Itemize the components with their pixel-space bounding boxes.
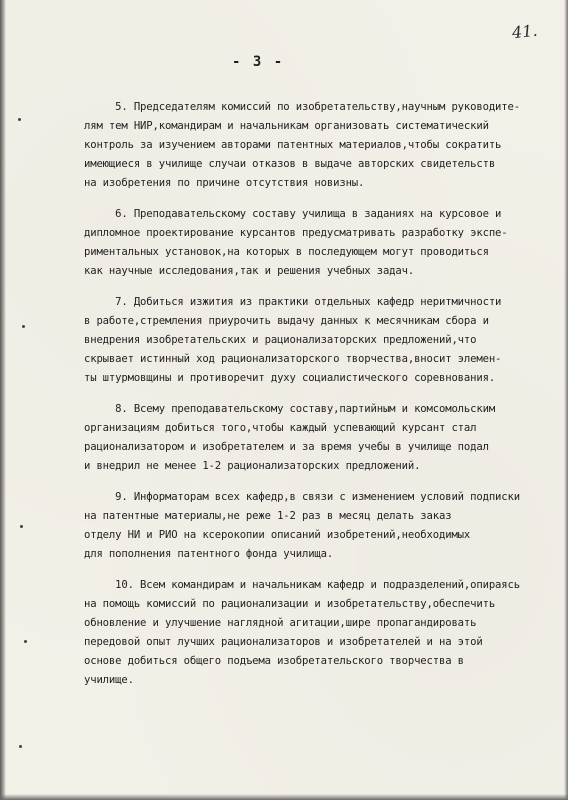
- text-line: 8. Всему преподавательскому составу,партийным и комсомольским: [84, 403, 496, 415]
- text-line: на помощь комиссий по рационализации и изобретательству,обеспечить: [84, 598, 496, 610]
- paragraph-8: [84, 400, 554, 476]
- scan-speck: [22, 325, 25, 328]
- scan-bottom-edge: [0, 794, 568, 800]
- text-line: 7. Добиться изжития из практики отдельных кафедр неритмичности: [84, 296, 502, 308]
- scan-speck: [24, 640, 27, 643]
- text-line: в работе,стремления приурочить выдачу данных к месячникам сбора и: [84, 315, 489, 327]
- text-line: ты штурмовщины и противоречит духу социалистического соревнования.: [84, 372, 496, 384]
- paragraph-10: [84, 576, 554, 690]
- scan-speck: [18, 118, 21, 121]
- paragraph-9: [84, 488, 554, 564]
- paragraph-6: [84, 205, 554, 281]
- text-line: на изобретения по причине отсутствия новизны.: [84, 177, 365, 189]
- document-body: [84, 98, 554, 702]
- text-line: 6. Преподавательскому составу училища в заданиях на курсовое и: [84, 208, 502, 220]
- handwritten-page-number: 41.: [511, 20, 539, 43]
- text-line: отделу НИ и РИО на ксерокопии описаний изобретений,необходимых: [84, 529, 471, 541]
- text-line: передовой опыт лучших рационализаторов и изобретателей и на этой: [84, 636, 483, 648]
- page-number: - 3 -: [232, 54, 285, 70]
- text-line: рационализатором и изобретателем и за время учебы в училище подал: [84, 441, 489, 453]
- text-line: училище.: [84, 674, 134, 686]
- paragraph-5: [84, 98, 554, 193]
- scan-speck: [19, 745, 22, 748]
- paragraph-7: [84, 293, 554, 388]
- text-line: внедрения изобретательских и рационализаторских предложений,что: [84, 334, 477, 346]
- text-line: лям тем НИР,командирам и начальникам организовать систематический: [84, 120, 489, 132]
- scan-right-edge: [564, 0, 568, 800]
- text-line: контроль за изучением авторами патентных материалов,чтобы сократить: [84, 139, 502, 151]
- text-line: имеющиеся в училище случаи отказов в выдаче авторских свидетельств: [84, 158, 496, 170]
- text-line: 5. Председателям комиссий по изобретательству,научным руководите-: [84, 101, 520, 113]
- text-line: скрывает истинный ход рационализаторского творчества,вносит элемен-: [84, 353, 502, 365]
- text-line: риментальных установок,на которых в последующем могут проводиться: [84, 246, 489, 258]
- scan-left-edge: [0, 0, 6, 800]
- scan-speck: [20, 525, 23, 528]
- text-line: обновление и улучшение наглядной агитации,шире пропагандировать: [84, 617, 477, 629]
- text-line: основе добиться общего подъема изобретательского творчества в: [84, 655, 464, 667]
- text-line: на патентные материалы,не реже 1-2 раз в месяц делать заказ: [84, 510, 452, 522]
- text-line: и внедрил не менее 1-2 рационализаторских предложений.: [84, 460, 421, 472]
- text-line: 9. Информаторам всех кафедр,в связи с изменением условий подписки: [84, 491, 520, 503]
- text-line: 10. Всем командирам и начальникам кафедр и подразделений,опираясь: [84, 579, 520, 591]
- text-line: организациям добиться того,чтобы каждый успевающий курсант стал: [84, 422, 477, 434]
- text-line: дипломное проектирование курсантов предусматривать разработку экспе-: [84, 227, 508, 239]
- text-line: как научные исследования,так и решения учебных задач.: [84, 265, 415, 277]
- text-line: для пополнения патентного фонда училища.: [84, 548, 334, 560]
